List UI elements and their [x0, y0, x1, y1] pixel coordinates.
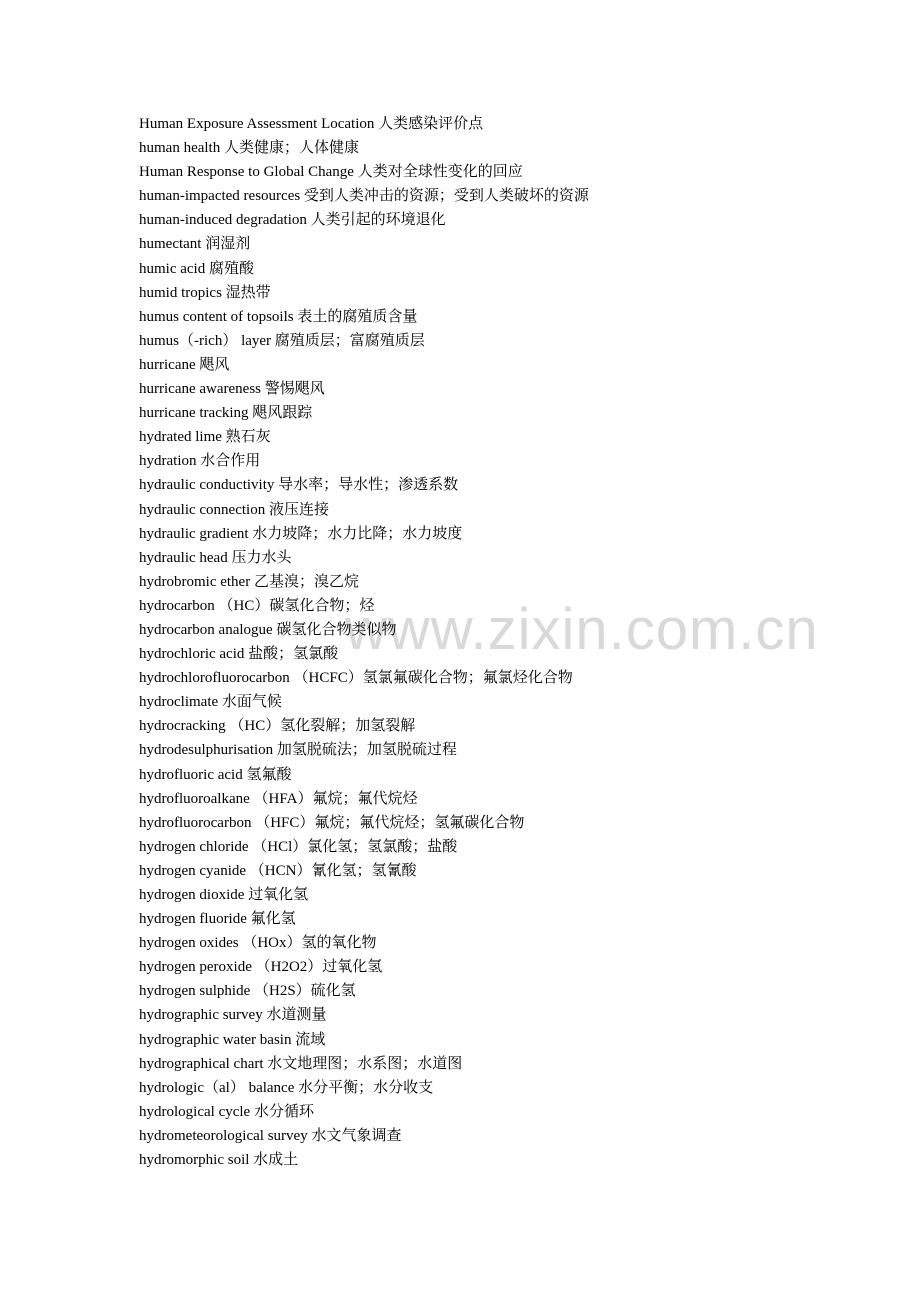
glossary-list	[139, 112, 859, 1172]
glossary-entry: hydrocracking （HC）氢化裂解；加氢裂解	[139, 718, 416, 735]
glossary-entry: hydrated lime 熟石灰	[139, 429, 271, 446]
glossary-entry: hydrocarbon analogue 碳氢化合物类似物	[139, 621, 397, 638]
glossary-entry: hydrogen cyanide （HCN）氰化氢；氢氰酸	[139, 862, 417, 879]
glossary-entry: hydrographic water basin 流域	[139, 1031, 326, 1048]
glossary-entry: hydrodesulphurisation 加氢脱硫法；加氢脱硫过程	[139, 742, 457, 759]
glossary-entry: humid tropics 湿热带	[139, 284, 271, 301]
glossary-entry: hydrofluoroalkane （HFA）氟烷；氟代烷烃	[139, 790, 418, 807]
glossary-entry: humus（-rich） layer 腐殖质层；富腐殖质层	[139, 332, 425, 349]
glossary-entry: hydrogen oxides （HOx）氢的氧化物	[139, 935, 377, 952]
glossary-entry: Human Exposure Assessment Location 人类感染评价点	[139, 116, 484, 132]
watermark: www.zixin.com.cn	[345, 597, 819, 662]
glossary-entry: hydrogen sulphide （H2S）硫化氢	[139, 983, 356, 1000]
glossary-entry: hurricane awareness 警惕飓风	[139, 381, 325, 398]
glossary-entry: hydroclimate 水面气候	[139, 694, 282, 711]
glossary-entry: human-impacted resources 受到人类冲击的资源；受到人类破坏的资源	[139, 188, 589, 205]
glossary-entry: hydrogen peroxide （H2O2）过氧化氢	[139, 959, 383, 976]
glossary-entry: hydrobromic ether 乙基溴；溴乙烷	[139, 573, 359, 590]
glossary-entry: hydrochlorofluorocarbon （HCFC）氢氯氟碳化合物；氟氯烃化合物	[139, 670, 573, 687]
glossary-entry: hydrometeorological survey 水文气象调查	[139, 1127, 402, 1144]
glossary-entry: hydrogen chloride （HCl）氯化氢；氢氯酸；盐酸	[139, 838, 458, 855]
glossary-entry: hydrocarbon （HC）碳氢化合物；烃	[139, 597, 375, 614]
glossary-entry: hydromorphic soil 水成土	[139, 1152, 299, 1169]
glossary-entry: hydraulic conductivity 导水率；导水性；渗透系数	[139, 477, 459, 494]
glossary-entry: hydrogen fluoride 氟化氢	[139, 911, 296, 928]
glossary-entry: hydraulic gradient 水力坡降；水力比降；水力坡度	[139, 525, 463, 542]
glossary-entry: human-induced degradation 人类引起的环境退化	[139, 212, 446, 229]
glossary-entry: hydraulic connection 液压连接	[139, 501, 329, 518]
glossary-entry: hurricane 飓风	[139, 356, 230, 373]
glossary-entry: hydrofluorocarbon （HFC）氟烷；氟代烷烃；氢氟碳化合物	[139, 814, 525, 831]
glossary-entry: hydrological cycle 水分循环	[139, 1103, 314, 1120]
glossary-entry: hurricane tracking 飓风跟踪	[139, 405, 313, 422]
glossary-entry: hydrogen dioxide 过氧化氢	[139, 887, 309, 903]
glossary-entry: humectant 润湿剂	[139, 236, 251, 253]
glossary-entry: hydraulic head 压力水头	[139, 549, 292, 566]
glossary-entry: humus content of topsoils 表土的腐殖质含量	[139, 308, 418, 325]
glossary-entry: humic acid 腐殖酸	[139, 260, 254, 277]
glossary-entry: hydration 水合作用	[139, 453, 261, 470]
glossary-entry: Human Response to Global Change 人类对全球性变化的回应	[139, 164, 523, 181]
glossary-entry: hydrofluoric acid 氢氟酸	[139, 766, 292, 783]
glossary-entry: hydrographic survey 水道测量	[139, 1007, 327, 1024]
glossary-entry: hydrographical chart 水文地理图；水系图；水道图	[139, 1055, 463, 1072]
glossary-entry: hydrologic（al） balance 水分平衡；水分收支	[139, 1079, 434, 1096]
glossary-entry: hydrochloric acid 盐酸；氢氯酸	[139, 646, 339, 663]
glossary-entry: human health 人类健康；人体健康	[139, 140, 359, 157]
